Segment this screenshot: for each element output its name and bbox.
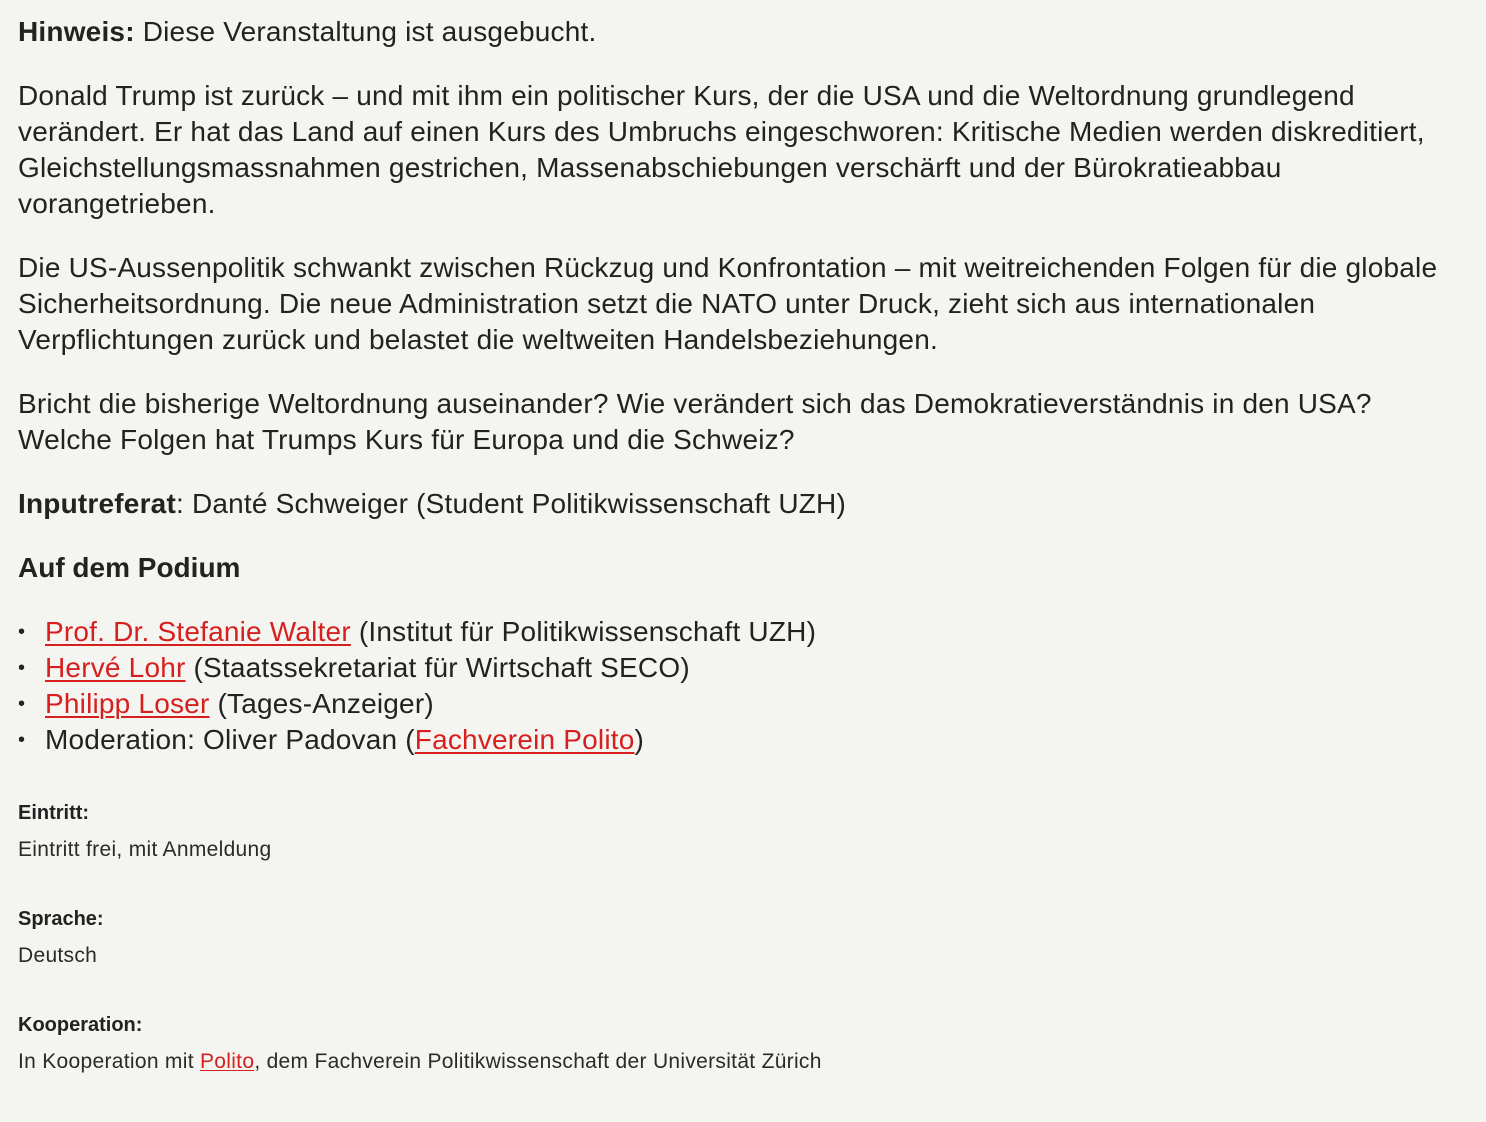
- moderation-suffix: ): [634, 724, 645, 755]
- entry-info: [18, 800, 1468, 864]
- entry-label: Eintritt:: [18, 802, 90, 824]
- entry-value: Eintritt frei, mit Anmeldung: [18, 838, 272, 861]
- input-label: Inputreferat: [18, 488, 176, 519]
- moderation-item: [18, 722, 1468, 758]
- language-label: Sprache:: [18, 908, 104, 930]
- questions-paragraph: Bricht die bisherige Weltordnung auseinander? Wie verändert sich das Demokratieverständnis in den USA? Welche Folgen hat Trumps Kurs für Europa und die Schweiz?: [18, 388, 1372, 455]
- polito-link[interactable]: Polito: [199, 1050, 255, 1073]
- speaker-affiliation: (Institut für Politikwissenschaft UZH): [350, 616, 817, 647]
- speaker-link-philipp-loser[interactable]: Philipp Loser: [45, 688, 210, 719]
- speaker-affiliation: (Staatssekretariat für Wirtschaft SECO): [185, 652, 690, 683]
- cooperation-prefix: In Kooperation mit: [18, 1050, 200, 1073]
- input-presentation: [18, 486, 1468, 522]
- speaker-item-philipp-loser: [18, 686, 1468, 722]
- cooperation-value: [18, 1048, 1468, 1076]
- speaker-item-stefanie-walter: [18, 614, 1468, 650]
- intro-paragraph: Donald Trump ist zurück – und mit ihm ein politischer Kurs, der die USA und die Weltordnung grundlegend verändert. Er hat das Land auf einen Kurs des Umbruchs eingeschworen: Kritische Medien werden diskreditiert, Gleichstellungsmassnahmen gestrichen, Massenabschiebungen verschärft und der Bürokratieabbau vorangetrieben.: [18, 80, 1425, 219]
- cooperation-suffix: , dem Fachverein Politikwissenschaft der Universität Zürich: [254, 1050, 822, 1073]
- fachverein-polito-link[interactable]: Fachverein Polito: [414, 724, 635, 755]
- notice-text: Diese Veranstaltung ist ausgebucht.: [134, 16, 597, 47]
- language-info: [18, 906, 1468, 970]
- speaker-list: [18, 614, 1468, 758]
- speaker-item-herve-lohr: [18, 650, 1468, 686]
- speaker-link-stefanie-walter[interactable]: Prof. Dr. Stefanie Walter: [45, 616, 351, 647]
- speaker-affiliation: (Tages-Anzeiger): [209, 688, 434, 719]
- speaker-link-herve-lohr[interactable]: Hervé Lohr: [45, 652, 186, 683]
- notice-label: Hinweis:: [18, 16, 135, 47]
- language-value: Deutsch: [18, 944, 98, 967]
- podium-title: Auf dem Podium: [18, 552, 241, 583]
- foreign-policy-paragraph: Die US-Aussenpolitik schwankt zwischen Rückzug und Konfrontation – mit weitreichenden Folgen für die globale Sicherheitsordnung. Die neue Administration setzt die NATO unter Druck, zieht sich aus internationalen Verpflichtungen zurück und belastet die weltweiten Handelsbeziehungen.: [18, 252, 1438, 355]
- cooperation-info: [18, 1012, 1468, 1076]
- booking-notice: [18, 14, 1468, 50]
- cooperation-label: Kooperation:: [18, 1014, 143, 1036]
- input-details: : Danté Schweiger (Student Politikwissenschaft UZH): [175, 488, 847, 519]
- moderation-prefix: Moderation: Oliver Padovan (: [45, 724, 415, 755]
